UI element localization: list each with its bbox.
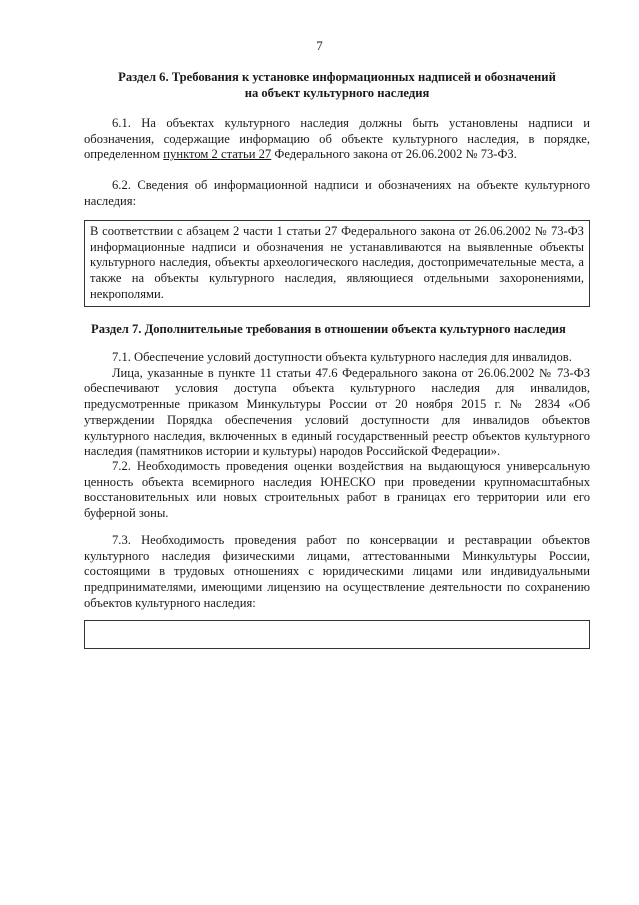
paragraph-7-2: 7.2. Необходимость проведения оценки воздействия на выдающуюся универсальную ценность объекта всемирного наследия ЮНЕСКО при проведении крупномасштабных восстановительных или новых строительных работ в границах его территории или его буферной зоны. xyxy=(84,459,590,521)
section7-heading xyxy=(91,322,591,338)
p61-end: Федерального закона от 26.06.2002 № 73-ФЗ. xyxy=(271,147,517,162)
p71-title: 7.1. Обеспечение условий доступности объекта культурного наследия для инвалидов. xyxy=(112,350,572,364)
law-reference-link[interactable]: пунктом 2 статьи 27 xyxy=(163,147,272,162)
empty-answer-field[interactable] xyxy=(84,620,590,649)
section7-title: Раздел 7. Дополнительные требования в отношении объекта культурного наследия xyxy=(91,322,566,336)
section6-heading xyxy=(84,70,590,101)
p61-start: 6.1. На объектах культурного наследия должны быть установлены надписи и обозначения, содержащие информацию об объекте культурного наследия, в порядке, определенном xyxy=(84,116,590,162)
section6-title-line2: на объект культурного наследия xyxy=(244,85,430,100)
p71-body: Лица, указанные в пункте 11 статьи 47.6 Федерального закона от 26.06.2002 № 73-ФЗ обеспечивают условия доступа объекта культурного наследия для инвалидов, предусмотренные приказом Минкультуры России от 20 ноября 2015 г. № 2834 «Об утверждении Порядка обеспечения условий доступности для инвалидов объектов культурного наследия, включенных в единый государственный реестр объектов культурного наследия (памятников истории и культуры) народов Российской Федерации». xyxy=(84,365,590,459)
info-box-text: В соответствии с абзацем 2 части 1 статьи 27 Федерального закона от 26.06.2002 № 73-ФЗ информационные надписи и обозначения не устанавливаются на выявленные объекты культурного наследия, объекты археологического наследия, достопримечательные места, а также на объекты культурного наследия, являющиеся отдельными захоронениями, некрополями. xyxy=(84,220,590,307)
answer-box xyxy=(84,620,590,649)
section6-title-line1: Раздел 6. Требования к установке информационных надписей и обозначений xyxy=(118,70,556,84)
information-box xyxy=(84,220,590,307)
paragraph-6-2: 6.2. Сведения об информационной надписи и обозначениях на объекте культурного наследия: xyxy=(84,178,590,208)
paragraph-7-3: 7.3. Необходимость проведения работ по консервации и реставрации объектов культурного наследия физическими лицами, аттестованными Минкультуры России, состоящими в трудовых отношениях с юридическими лицами или индивидуальными предпринимателями, имеющими лицензию на осуществление деятельности по сохранению объектов культурного наследия: xyxy=(84,533,590,610)
paragraph-6-1 xyxy=(84,116,590,163)
paragraph-7-1 xyxy=(84,350,590,460)
page-number: 7 xyxy=(316,38,323,53)
